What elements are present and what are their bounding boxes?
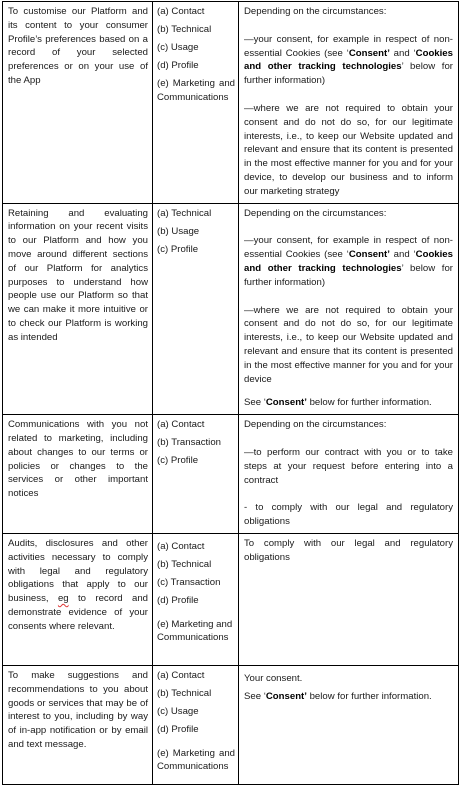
basis-paragraph: Your consent. [244, 672, 303, 684]
data-type-item: (d) Profile [157, 723, 199, 735]
data-types-cell [153, 533, 239, 665]
basis-paragraph [244, 234, 453, 289]
basis-text: —your consent, for example in respect of non-essential Cookies (see ‘ [244, 33, 453, 59]
data-type-item: (c) Transaction [157, 576, 221, 588]
table-row [3, 415, 459, 534]
table-row [3, 2, 459, 204]
data-type-item: (a) Contact [157, 6, 205, 17]
basis-intro: Depending on the circumstances: [244, 419, 387, 431]
purpose-text: Communications with you not related to marketing, including about changes to our terms or policies or changes to the services or other important notices [8, 419, 148, 500]
purpose-text: To make suggestions and recommendations to you about goods or services that may be of interest to you, including by way of in-app notification or by email and text message. [8, 669, 148, 750]
purpose-cell [3, 2, 153, 204]
basis-paragraph: To comply with our legal and regulatory obligations [244, 537, 453, 563]
data-types-cell [153, 203, 239, 415]
basis-text: and ‘ [389, 249, 416, 261]
purpose-text: Retaining and evaluating information on your recent visits to our Platform and how you move around different sections of our Platform for analytics purposes to understand how people use our Platform so that we can make it more intuitive or to check our Platform is working as intended [8, 207, 148, 343]
basis-paragraph [244, 396, 453, 410]
data-type-item: (c) Usage [157, 705, 199, 717]
table-row [3, 533, 459, 665]
data-type-item: (c) Profile [157, 243, 199, 255]
basis-paragraph: —where we are not required to obtain your consent and do not do so, for our legitimate interests, i.e., to keep our Website updated and relevant and ensure that its content is presented in the most effective manner for you and for your device [244, 304, 453, 385]
purpose-cell [3, 415, 153, 534]
legal-basis-cell [239, 415, 459, 534]
basis-bold: Cookies and other tracking technologies [244, 47, 453, 73]
basis-paragraph: —where we are not required to obtain your consent and do not do so, for our legitimate interests, i.e., to keep our Website updated and relevant and ensure that its content is presented in the most effective manner for you and for your device, to develop our business and to inform our marketing strategy [244, 102, 453, 197]
purpose-text-part: to record and demonstrate evidence of your consents where relevant. [8, 593, 148, 632]
legal-basis-cell [239, 665, 459, 784]
basis-text: ’ below for further information) [244, 61, 453, 87]
data-types-cell [153, 415, 239, 534]
table-row [3, 203, 459, 415]
basis-intro: Depending on the circumstances: [244, 6, 387, 17]
data-type-item: (b) Usage [157, 225, 200, 237]
data-type-item: (b) Technical [157, 558, 212, 570]
purpose-cell [3, 203, 153, 415]
basis-paragraph: - to comply with our legal and regulatory obligations [244, 502, 453, 528]
data-type-item: (b) Technical [157, 23, 212, 35]
basis-text: ’ below for further information) [244, 262, 453, 288]
data-type-item: (a) Contact [157, 540, 205, 552]
legal-basis-cell [239, 203, 459, 415]
spellcheck-word: eg [57, 593, 69, 605]
data-types-cell [153, 2, 239, 204]
basis-text: See ‘ [244, 397, 266, 409]
data-type-item: (d) Profile [157, 59, 199, 71]
basis-bold: Cookies and other tracking technologies [244, 249, 453, 274]
basis-bold: Consent’ [265, 397, 307, 409]
purpose-cell [3, 665, 153, 784]
purpose-text-part: Audits, disclosures and other activities necessary to comply with legal and regulatory obligations that apply to our business, [8, 537, 148, 605]
data-types-cell [153, 665, 239, 784]
basis-text: See ‘ [244, 690, 266, 702]
legal-basis-cell [239, 2, 459, 204]
data-type-item: (a) Contact [157, 419, 205, 431]
processing-purposes-table [2, 1, 459, 785]
data-type-item: (e) Marketing and Communications [157, 618, 233, 644]
data-type-item: (a) Contact [157, 669, 205, 681]
data-type-item: (a) Technical [157, 207, 212, 219]
basis-paragraph [244, 690, 453, 704]
basis-bold: Consent’ [348, 47, 390, 59]
data-type-item: (b) Transaction [157, 437, 221, 449]
basis-text: —your consent, for example in respect of non-essential Cookies (see ‘ [244, 235, 453, 261]
data-type-item: (b) Technical [157, 687, 212, 699]
purpose-text: To customise our Platform and its content to your consumer Profile’s preferences based on a record of your selected preferences or on your use of the App [8, 6, 148, 86]
data-type-item: (e) Marketing and Communications [157, 77, 235, 103]
basis-bold: Consent’ [348, 249, 390, 261]
legal-basis-cell [239, 533, 459, 665]
data-type-item: (c) Usage [157, 41, 199, 53]
basis-bold: Consent’ [265, 690, 307, 702]
table-row [3, 665, 459, 784]
data-type-item: (c) Profile [157, 455, 199, 467]
basis-intro: Depending on the circumstances: [244, 207, 387, 219]
basis-text: below for further information. [306, 690, 432, 702]
purpose-text [8, 537, 148, 634]
basis-text: below for further information. [306, 397, 432, 409]
basis-paragraph [244, 33, 453, 88]
purpose-cell [3, 533, 153, 665]
basis-paragraph: —to perform our contract with you or to take steps at your request before entering into a contract [244, 446, 453, 486]
basis-text: and ‘ [389, 47, 416, 59]
data-type-item: (e) Marketing and Communications [157, 747, 235, 773]
data-type-item: (d) Profile [157, 594, 199, 606]
